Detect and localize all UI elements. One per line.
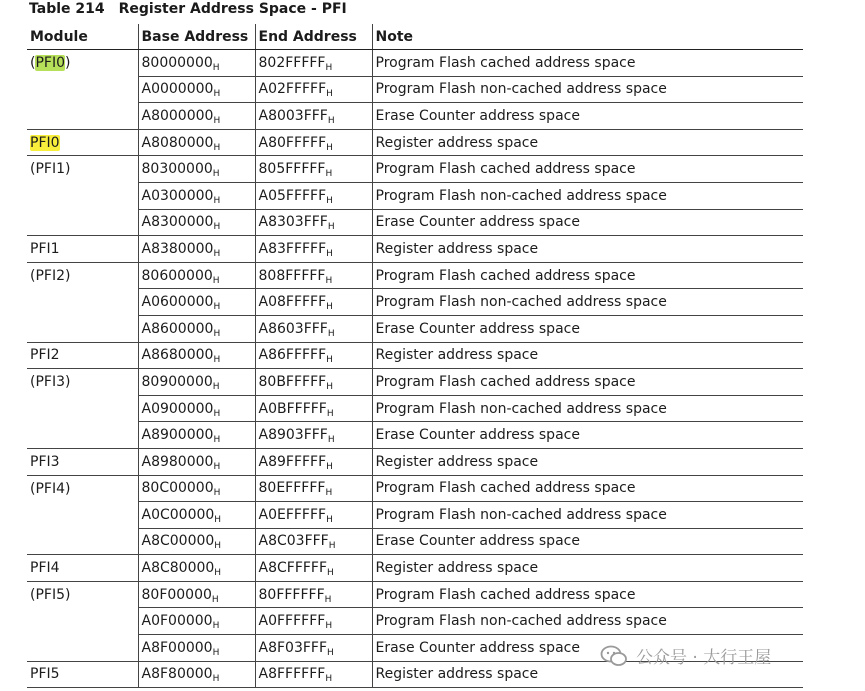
base-address-cell bbox=[138, 581, 255, 608]
base-address: A8300000 bbox=[141, 214, 214, 231]
base-address: 80C00000 bbox=[141, 480, 214, 497]
table-row bbox=[27, 342, 803, 369]
hex-suffix: H bbox=[327, 222, 335, 233]
hex-suffix: H bbox=[213, 461, 221, 472]
module-name: (PFI4) bbox=[30, 480, 71, 497]
base-address-cell bbox=[138, 289, 255, 316]
table-caption bbox=[29, 1, 347, 17]
hex-suffix: H bbox=[325, 62, 333, 73]
hex-suffix: H bbox=[327, 435, 335, 446]
end-address: 802FFFFF bbox=[258, 54, 326, 71]
end-address: A89FFFFF bbox=[258, 453, 327, 470]
module-cell bbox=[27, 475, 138, 502]
module-cell bbox=[27, 156, 138, 183]
base-address-cell bbox=[138, 182, 255, 209]
end-address: A8903FFF bbox=[258, 427, 328, 444]
base-address-cell bbox=[138, 555, 255, 582]
hex-suffix: H bbox=[214, 541, 222, 552]
module-cell bbox=[27, 661, 138, 688]
base-address: A8F00000 bbox=[141, 639, 213, 656]
base-address-cell bbox=[138, 129, 255, 156]
register-address-table bbox=[27, 24, 803, 688]
end-address-cell bbox=[255, 209, 372, 236]
hex-suffix: H bbox=[326, 195, 333, 206]
module-name: (PFI3) bbox=[30, 374, 71, 391]
note-cell: Register address space bbox=[372, 236, 803, 263]
end-address-cell bbox=[255, 236, 372, 263]
note-cell: Erase Counter address space bbox=[372, 528, 803, 555]
module-cell bbox=[27, 422, 138, 449]
end-address: A8CFFFFF bbox=[258, 560, 328, 577]
base-address-cell bbox=[138, 209, 255, 236]
end-address-cell bbox=[255, 448, 372, 475]
hex-suffix: H bbox=[212, 674, 220, 685]
base-address: 80600000 bbox=[141, 267, 213, 284]
end-address: A8303FFF bbox=[258, 214, 328, 231]
end-address-cell bbox=[255, 289, 372, 316]
end-address-cell bbox=[255, 76, 372, 103]
hex-suffix: H bbox=[212, 647, 220, 658]
base-address-cell bbox=[138, 448, 255, 475]
module-cell bbox=[27, 342, 138, 369]
module-name: (PFI5) bbox=[30, 586, 71, 603]
module-cell bbox=[27, 103, 138, 130]
module-cell bbox=[27, 76, 138, 103]
base-address-cell bbox=[138, 342, 255, 369]
table-row bbox=[27, 369, 803, 396]
end-address: 80EFFFFF bbox=[258, 480, 326, 497]
base-address-cell bbox=[138, 422, 255, 449]
end-address-cell bbox=[255, 315, 372, 342]
module-cell bbox=[27, 262, 138, 289]
base-address: A8600000 bbox=[141, 320, 214, 337]
base-address-cell bbox=[138, 502, 255, 529]
hex-suffix: H bbox=[214, 514, 222, 525]
end-address-cell bbox=[255, 502, 372, 529]
table-row bbox=[27, 608, 803, 635]
note-cell: Program Flash non-cached address space bbox=[372, 608, 803, 635]
base-address: A0C00000 bbox=[141, 506, 215, 523]
base-address: A0300000 bbox=[141, 187, 214, 204]
hex-suffix: H bbox=[324, 594, 332, 605]
module-name: (PFI1) bbox=[30, 161, 71, 178]
hex-suffix: H bbox=[325, 169, 333, 180]
hex-suffix: H bbox=[212, 381, 220, 392]
end-address: 808FFFFF bbox=[258, 267, 326, 284]
module-cell bbox=[27, 315, 138, 342]
end-address-cell bbox=[255, 581, 372, 608]
table-number: Table 214 bbox=[29, 1, 105, 17]
end-address: A05FFFFF bbox=[258, 187, 327, 204]
base-address: 80F00000 bbox=[141, 586, 212, 603]
base-address: A0900000 bbox=[141, 400, 214, 417]
end-address-cell bbox=[255, 182, 372, 209]
end-address-cell bbox=[255, 635, 372, 662]
end-address-cell bbox=[255, 528, 372, 555]
end-address-cell bbox=[255, 475, 372, 502]
end-address-cell bbox=[255, 342, 372, 369]
base-address-cell bbox=[138, 262, 255, 289]
hex-suffix: H bbox=[211, 594, 219, 605]
table-header-row bbox=[27, 24, 803, 50]
hex-suffix: H bbox=[213, 328, 221, 339]
base-address: A8680000 bbox=[141, 347, 214, 364]
hex-suffix: H bbox=[213, 302, 221, 313]
end-address-cell bbox=[255, 129, 372, 156]
module-name: PFI2 bbox=[30, 347, 60, 364]
module-name: PFI5 bbox=[30, 666, 60, 683]
end-address-cell bbox=[255, 422, 372, 449]
hex-suffix: H bbox=[325, 488, 333, 499]
table-title: Register Address Space - PFI bbox=[118, 1, 347, 17]
base-address: A8C00000 bbox=[141, 533, 215, 550]
note-cell: Register address space bbox=[372, 448, 803, 475]
note-cell: Register address space bbox=[372, 661, 803, 688]
base-address: A8900000 bbox=[141, 427, 214, 444]
base-address-cell bbox=[138, 395, 255, 422]
note-cell: Program Flash cached address space bbox=[372, 581, 803, 608]
end-address-cell bbox=[255, 50, 372, 77]
table-row bbox=[27, 262, 803, 289]
watermark-text: 公众号 · 大行王屋 bbox=[636, 648, 772, 668]
table-row bbox=[27, 76, 803, 103]
hex-suffix: H bbox=[212, 621, 220, 632]
base-address-cell bbox=[138, 315, 255, 342]
table-row bbox=[27, 209, 803, 236]
table-row bbox=[27, 581, 803, 608]
end-address: A8FFFFFF bbox=[258, 666, 326, 683]
hex-suffix: H bbox=[326, 381, 333, 392]
watermark bbox=[600, 643, 771, 668]
table-row bbox=[27, 315, 803, 342]
note-cell: Program Flash non-cached address space bbox=[372, 395, 803, 422]
hex-suffix: H bbox=[213, 115, 221, 126]
hex-suffix: H bbox=[327, 115, 335, 126]
table-row bbox=[27, 448, 803, 475]
base-address: A8980000 bbox=[141, 453, 214, 470]
base-address-cell bbox=[138, 236, 255, 263]
hex-suffix: H bbox=[325, 275, 333, 286]
hex-suffix: H bbox=[214, 568, 222, 579]
module-cell bbox=[27, 209, 138, 236]
note-cell: Erase Counter address space bbox=[372, 315, 803, 342]
header-note: Note bbox=[372, 24, 803, 50]
end-address: A0FFFFFF bbox=[258, 613, 326, 630]
module-cell bbox=[27, 581, 138, 608]
base-address-cell bbox=[138, 369, 255, 396]
note-cell: Erase Counter address space bbox=[372, 635, 803, 662]
note-cell: Register address space bbox=[372, 342, 803, 369]
hex-suffix: H bbox=[326, 302, 333, 313]
hex-suffix: H bbox=[213, 435, 221, 446]
base-address-cell bbox=[138, 528, 255, 555]
module-name: PFI4 bbox=[30, 560, 60, 577]
module-cell bbox=[27, 502, 138, 529]
base-address: A0F00000 bbox=[141, 613, 213, 630]
base-address: A8000000 bbox=[141, 107, 214, 124]
end-address: A8C03FFF bbox=[258, 533, 329, 550]
hex-suffix: H bbox=[326, 248, 333, 259]
end-address-cell bbox=[255, 395, 372, 422]
hex-suffix: H bbox=[212, 169, 220, 180]
base-address: 80000000 bbox=[141, 54, 213, 71]
module-cell bbox=[27, 555, 138, 582]
table-row bbox=[27, 156, 803, 183]
table-row bbox=[27, 502, 803, 529]
end-address: A8003FFF bbox=[258, 107, 328, 124]
note-cell: Register address space bbox=[372, 555, 803, 582]
base-address: 80900000 bbox=[141, 373, 213, 390]
module-name: PFI1 bbox=[30, 240, 60, 257]
end-address: A86FFFFF bbox=[258, 347, 327, 364]
module-cell bbox=[27, 369, 138, 396]
hex-suffix: H bbox=[213, 488, 221, 499]
note-cell: Program Flash cached address space bbox=[372, 475, 803, 502]
table-row bbox=[27, 103, 803, 130]
header-module: Module bbox=[27, 24, 138, 50]
end-address: A83FFFFF bbox=[258, 240, 327, 257]
hex-suffix: H bbox=[213, 408, 221, 419]
hex-suffix: H bbox=[213, 355, 221, 366]
note-cell: Program Flash non-cached address space bbox=[372, 182, 803, 209]
module-cell bbox=[27, 182, 138, 209]
header-end-address: End Address bbox=[255, 24, 372, 50]
end-address-cell bbox=[255, 156, 372, 183]
end-address: A8603FFF bbox=[258, 320, 328, 337]
module-name: PFI3 bbox=[30, 453, 60, 470]
hex-suffix: H bbox=[212, 275, 220, 286]
base-address: A0600000 bbox=[141, 294, 214, 311]
hex-suffix: H bbox=[325, 674, 333, 685]
note-cell: Program Flash cached address space bbox=[372, 262, 803, 289]
end-address-cell bbox=[255, 555, 372, 582]
module-name bbox=[30, 135, 60, 151]
hex-suffix: H bbox=[325, 621, 333, 632]
hex-suffix: H bbox=[213, 248, 221, 259]
module-cell bbox=[27, 236, 138, 263]
hex-suffix: H bbox=[326, 142, 333, 153]
note-cell: Program Flash cached address space bbox=[372, 50, 803, 77]
module-cell bbox=[27, 528, 138, 555]
end-address-cell bbox=[255, 262, 372, 289]
hex-suffix: H bbox=[326, 461, 333, 472]
hex-suffix: H bbox=[212, 62, 220, 73]
note-cell: Program Flash non-cached address space bbox=[372, 502, 803, 529]
hex-suffix: H bbox=[326, 355, 333, 366]
base-address-cell bbox=[138, 635, 255, 662]
module-cell bbox=[27, 395, 138, 422]
table-row bbox=[27, 236, 803, 263]
base-address: A0000000 bbox=[141, 81, 214, 98]
base-address-cell bbox=[138, 76, 255, 103]
hex-suffix: H bbox=[326, 514, 333, 525]
module-cell bbox=[27, 448, 138, 475]
table-row bbox=[27, 129, 803, 156]
table-row bbox=[27, 422, 803, 449]
note-cell: Register address space bbox=[372, 129, 803, 156]
module-cell bbox=[27, 635, 138, 662]
base-address: 80300000 bbox=[141, 161, 213, 178]
end-address: 80FFFFFF bbox=[258, 586, 325, 603]
end-address: 805FFFFF bbox=[258, 161, 326, 178]
note-cell: Program Flash cached address space bbox=[372, 369, 803, 396]
module-name: (PFI0) bbox=[30, 55, 71, 72]
hex-suffix: H bbox=[327, 647, 334, 658]
table-row bbox=[27, 528, 803, 555]
note-cell: Program Flash non-cached address space bbox=[372, 76, 803, 103]
base-address-cell bbox=[138, 50, 255, 77]
table-row bbox=[27, 395, 803, 422]
highlight-mark: PFI0 bbox=[30, 134, 60, 151]
base-address-cell bbox=[138, 156, 255, 183]
note-cell: Program Flash cached address space bbox=[372, 156, 803, 183]
end-address: A80FFFFF bbox=[258, 134, 327, 151]
table-row bbox=[27, 555, 803, 582]
table-row bbox=[27, 475, 803, 502]
base-address-cell bbox=[138, 608, 255, 635]
note-cell: Erase Counter address space bbox=[372, 422, 803, 449]
base-address: A8F80000 bbox=[141, 666, 213, 683]
note-cell: Program Flash non-cached address space bbox=[372, 289, 803, 316]
end-address: A8F03FFF bbox=[258, 639, 328, 656]
module-cell bbox=[27, 289, 138, 316]
table-row bbox=[27, 182, 803, 209]
end-address: A08FFFFF bbox=[258, 294, 327, 311]
base-address-cell bbox=[138, 103, 255, 130]
end-address: A0EFFFFF bbox=[258, 506, 327, 523]
hex-suffix: H bbox=[213, 195, 221, 206]
end-address: A0BFFFFF bbox=[258, 400, 327, 417]
hex-suffix: H bbox=[326, 408, 334, 419]
header-base-address: Base Address bbox=[138, 24, 255, 50]
base-address-cell bbox=[138, 475, 255, 502]
note-cell: Erase Counter address space bbox=[372, 103, 803, 130]
end-address-cell bbox=[255, 369, 372, 396]
hex-suffix: H bbox=[213, 142, 221, 153]
end-address: A02FFFFF bbox=[258, 81, 327, 98]
table-row bbox=[27, 289, 803, 316]
module-cell bbox=[27, 608, 138, 635]
table-body bbox=[27, 50, 803, 688]
module-cell bbox=[27, 129, 138, 156]
end-address-cell bbox=[255, 608, 372, 635]
base-address: A8C80000 bbox=[141, 560, 215, 577]
end-address: 80BFFFFF bbox=[258, 373, 327, 390]
note-cell: Erase Counter address space bbox=[372, 209, 803, 236]
base-address-cell bbox=[138, 661, 255, 688]
hex-suffix: H bbox=[327, 568, 334, 579]
base-address: A8380000 bbox=[141, 240, 214, 257]
table-row bbox=[27, 50, 803, 77]
wechat-icon bbox=[600, 645, 628, 667]
base-address: A8080000 bbox=[141, 134, 214, 151]
hex-suffix: H bbox=[213, 222, 221, 233]
hex-suffix: H bbox=[327, 328, 335, 339]
module-cell bbox=[27, 50, 138, 77]
end-address-cell bbox=[255, 103, 372, 130]
module-name: (PFI2) bbox=[30, 267, 71, 284]
hex-suffix: H bbox=[328, 541, 336, 552]
hex-suffix: H bbox=[213, 89, 221, 100]
hex-suffix: H bbox=[326, 89, 333, 100]
end-address-cell bbox=[255, 661, 372, 688]
highlight-mark: PFI0 bbox=[35, 55, 65, 72]
